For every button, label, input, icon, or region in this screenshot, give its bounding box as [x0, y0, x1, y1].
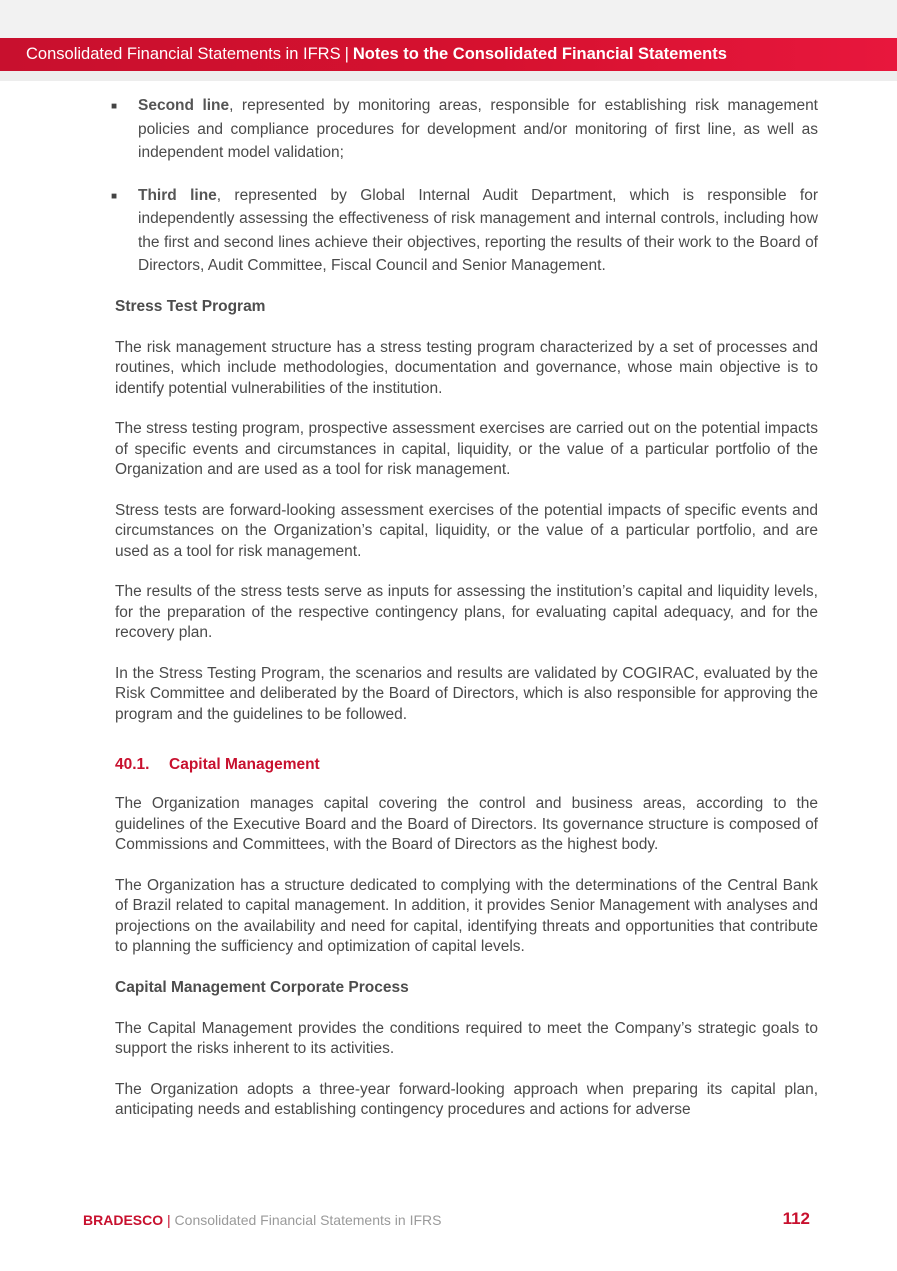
page-number: 112: [782, 1209, 810, 1228]
paragraph: The risk management structure has a stress testing program characterized by a set of processes and routines, which include methodologies, documentation and governance, whose main objective is to identify potential vulnerabilities of the institution.: [115, 338, 818, 397]
bullet-text: , represented by Global Internal Audit Department, which is responsible for independently assessing the effectiveness of risk management and internal controls, including how the first and second lines achieve their objectives, reporting the results of their work to the Board of Directors, Audit Committee, Fiscal Council and Senior Management.: [138, 186, 818, 274]
paragraph: The results of the stress tests serve as inputs for assessing the institution’s capital and liquidity levels, for the preparation of the respective contingency plans, for evaluating capital adequacy, and for the recovery plan.: [115, 583, 818, 641]
page-footer: [83, 1209, 810, 1228]
bullet-lead: Third line: [138, 186, 217, 204]
bullet-third-line: [111, 184, 818, 278]
header-document-title: Consolidated Financial Statements in IFRS: [26, 45, 341, 63]
header-divider: [0, 71, 897, 81]
section-number: 40.1.: [115, 756, 150, 773]
section-title: Capital Management: [169, 756, 320, 773]
running-header: [0, 38, 897, 71]
stress-test-heading: Stress Test Program: [115, 297, 266, 315]
header-separator: |: [344, 45, 349, 63]
paragraph: The Organization has a structure dedicated to complying with the determinations of the Central Bank of Brazil related to capital management. In addition, it provides Senior Management with analyses and projections on the availability and need for capital, identifying threats and opportunities that contribute to planning the sufficiency and optimization of capital levels.: [115, 876, 818, 955]
footer-text: Consolidated Financial Statements in IFRS: [174, 1212, 442, 1228]
top-margin: [0, 0, 897, 38]
bullet-second-line: [111, 94, 818, 165]
header-section-title: Notes to the Consolidated Financial Statements: [352, 45, 727, 63]
section-heading-capital-management: [115, 755, 818, 775]
paragraph: The Capital Management provides the conditions required to meet the Company’s strategic goals to support the risks inherent to its activities.: [115, 1019, 818, 1057]
paragraph: The Organization manages capital covering the control and business areas, according to the guidelines of the Executive Board and the Board of Directors. Its governance structure is composed of Commissions and Committees, with the Board of Directors as the highest body.: [115, 795, 818, 853]
square-bullet-icon: ■: [111, 101, 118, 112]
capital-process-heading: Capital Management Corporate Process: [115, 978, 409, 996]
paragraph: The Organization adopts a three-year forward-looking approach when preparing its capital plan, anticipating needs and establishing contingency procedures and actions for adverse: [115, 1080, 818, 1118]
bullet-text: , represented by monitoring areas, responsible for establishing risk management policies and compliance procedures for development and/or monitoring of first line, as well as independent model validation;: [138, 97, 818, 161]
square-bullet-icon: ■: [111, 190, 118, 202]
bullet-lead: Second line: [138, 97, 230, 114]
paragraph: In the Stress Testing Program, the scenarios and results are validated by COGIRAC, evaluated by the Risk Committee and deliberated by the Board of Directors, which is also responsible for approving the program and the guidelines to be followed.: [115, 664, 818, 723]
page-body: [111, 94, 818, 1141]
footer-separator: |: [167, 1212, 171, 1228]
paragraph: Stress tests are forward-looking assessment exercises of the potential impacts of specific events and circumstances on the Organization’s capital, liquidity, or the value of a particular portfolio, and are used as a tool for risk management.: [115, 501, 818, 560]
paragraph: The stress testing program, prospective assessment exercises are carried out on the potential impacts of specific events and circumstances in capital, liquidity, or the value of a particular portfolio of the Organization and are used as a tool for risk management.: [115, 420, 818, 478]
footer-brand: BRADESCO: [83, 1212, 164, 1228]
